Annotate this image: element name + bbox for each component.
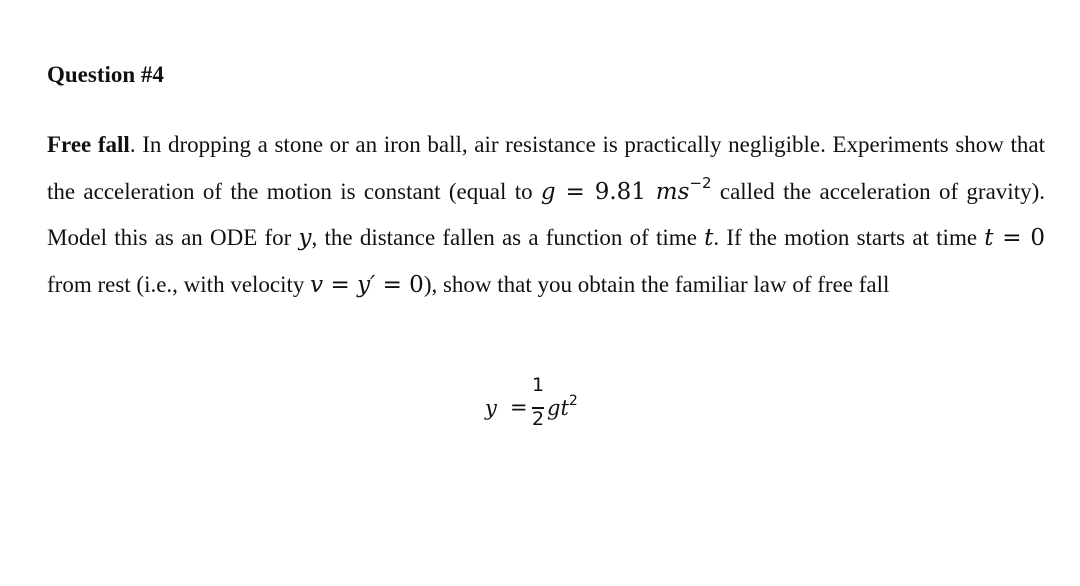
gravity-equals: = 9.81 bbox=[555, 178, 656, 205]
gravity-symbol: g bbox=[540, 178, 556, 205]
gravity-unit-exponent: −2 bbox=[689, 173, 712, 192]
time-equals: = bbox=[993, 225, 1031, 251]
time-value: 0 bbox=[1030, 225, 1045, 251]
problem-text-1: . In dropping a stone or an iron ball, air resistance is practically negligible. Experiments show that the acceleration of the motion is constant (equal to bbox=[47, 132, 1045, 204]
gravity-unit: ms bbox=[655, 178, 690, 205]
formula-numerator: 1 bbox=[531, 374, 545, 396]
formula-exponent: 2 bbox=[568, 393, 578, 409]
formula-rhs-group bbox=[547, 393, 578, 420]
formula-lhs: y bbox=[485, 396, 497, 420]
problem-text-5: from rest (i.e., with velocity bbox=[47, 271, 311, 297]
question-heading: Question #4 bbox=[47, 62, 164, 87]
problem-title: Free fall bbox=[47, 132, 130, 157]
problem-text-4: . If the motion starts at time bbox=[713, 225, 985, 250]
problem-text-3: , the distance fallen as a function of time bbox=[311, 225, 705, 250]
distance-symbol: y bbox=[298, 225, 312, 251]
problem-paragraph bbox=[47, 122, 1045, 308]
velocity-equals-zero: = 0 bbox=[375, 271, 424, 298]
formula-denominator: 2 bbox=[531, 408, 545, 430]
time-symbol-2: t bbox=[984, 225, 994, 251]
problem-text-6: ), show that you obtain the familiar law of free fall bbox=[423, 271, 890, 297]
problem-text-2: called the acceleration of gravity). Model this as an ODE for bbox=[47, 178, 1045, 250]
time-symbol: t bbox=[704, 225, 714, 251]
formula-equals: = bbox=[510, 395, 528, 419]
velocity-symbol: v bbox=[310, 271, 324, 298]
formula-rhs: gt bbox=[547, 396, 569, 420]
derivative-symbol: y′ bbox=[357, 271, 376, 298]
velocity-equals: = bbox=[323, 271, 358, 298]
